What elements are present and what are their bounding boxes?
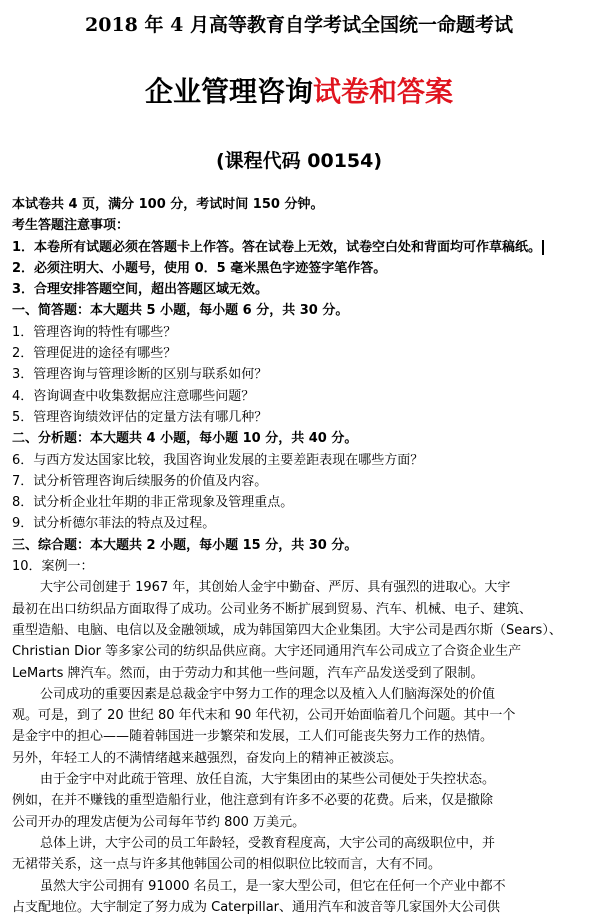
notice-item: 1．本卷所有试题必须在答题卡上作答。答在试卷上无效，试卷空白处和背面均可作草稿纸。 <box>12 237 592 258</box>
case-text-line: 公司成功的重要因素是总裁金宇中努力工作的理念以及植入人们脑海深处的价值 <box>40 686 496 702</box>
notice-item: 3．合理安排答题空间，超出答题区域无效。 <box>12 282 269 298</box>
notice-item: 2．必须注明大、小题号，使用 0．5 毫米黑色字迹签字笔作答。 <box>12 260 387 276</box>
case-text-line: 是金宇中的担心——随着韩国进一步繁荣和发展，工人们可能丧失努力工作的热情。 <box>12 729 494 745</box>
section-title: 一、简答题：本大题共 5 小题，每小题 6 分，共 30 分。 <box>12 303 349 319</box>
case-text-line: 无裙带关系，这一点与许多其他韩国公司的相似职位比较而言，大有不同。 <box>12 857 442 873</box>
question-item: 8．试分析企业壮年期的非正常现象及管理重点。 <box>12 495 294 511</box>
question-item: 2．管理促进的途径有哪些？ <box>12 346 177 362</box>
case-text-line: 公司开办的理发店便为公司每年节约 800 万美元。 <box>12 814 306 830</box>
course-code: (课程代码 00154) <box>215 150 383 172</box>
exam-title: 2018 年 4 月高等教育自学考试全国统一命题考试 <box>85 14 513 36</box>
section-title: 三、综合题：本大题共 2 小题，每小题 15 分，共 30 分。 <box>12 537 358 553</box>
case-label: 10．案例一： <box>12 559 94 575</box>
notice-intro: 本试卷共 4 页，满分 100 分，考试时间 150 分钟。 <box>12 197 324 212</box>
main-title <box>0 70 598 110</box>
question-item: 1．管理咨询的特性有哪些？ <box>12 324 177 340</box>
case-text-line: LeMarts 牌汽车。然而，由于劳动力和其他一些问题，汽车产品发送受到了限制。 <box>12 665 484 681</box>
case-text-line: 观。可是，到了 20 世纪 80 年代末和 90 年代初，公司开始面临着几个问题。其中一个 <box>12 708 516 724</box>
question-item: 5．管理咨询绩效评估的定量方法有哪几种？ <box>12 409 268 425</box>
case-text-line: 总体上讲，大宇公司的员工年龄轻，受教育程度高，大宇公司的高级职位中，并 <box>40 835 496 851</box>
question-item: 4．咨询调查中收集数据应注意哪些问题？ <box>12 388 255 404</box>
main-title-red: 试卷和答案 <box>313 75 454 108</box>
notice-heading: 考生答题注意事项： <box>12 218 130 234</box>
case-text-line: 另外，年轻工人的不满情绪越来越强烈，奋发向上的精神正被淡忘。 <box>12 750 403 766</box>
document-body <box>12 194 592 918</box>
case-text-line: 虽然大宇公司拥有 91000 名员工，是一家大型公司，但它在任何一个产业中都不 <box>40 878 506 894</box>
question-item: 6．与西方发达国家比较，我国咨询业发展的主要差距表现在哪些方面？ <box>12 452 424 468</box>
case-text-line: 例如，在并不赚钱的重型造船行业，他注意到有许多不必要的花费。后来，仅是撤除 <box>12 793 494 809</box>
case-text-line: 最初在出口纺织品方面取得了成功。公司业务不断扩展到贸易、汽车、机械、电子、建筑、 <box>12 601 533 617</box>
question-item: 3．管理咨询与管理诊断的区别与联系如何？ <box>12 367 268 383</box>
main-title-black: 企业管理咨询 <box>144 75 313 108</box>
case-text-line: 由于金宇中对此疏于管理、放任自流，大宇集团由的某些公司便处于失控状态。 <box>40 772 496 788</box>
case-text-line: 占支配地位。大宇制定了努力成为 Caterpillar、通用汽车和波音等几家国外大公司供 <box>12 899 501 915</box>
question-item: 9．试分析德尔菲法的特点及过程。 <box>12 516 216 532</box>
case-text-line: Christian Dior 等多家公司的纺织品供应商。大宇还同通用汽车公司成立了合资企业生产 <box>12 644 522 660</box>
section-title: 二、分析题：本大题共 4 小题，每小题 10 分，共 40 分。 <box>12 431 358 447</box>
case-text-line: 大宇公司创建于 1967 年，其创始人金宇中勤奋、严厉、具有强烈的进取心。大宇 <box>40 580 511 596</box>
question-item: 7．试分析管理咨询后续服务的价值及内容。 <box>12 473 268 489</box>
case-text-line: 重型造船、电脑、电信以及金融领域，成为韩国第四大企业集团。大宇公司是西尔斯（Sears）、 <box>12 622 562 638</box>
text-cursor <box>542 240 544 255</box>
